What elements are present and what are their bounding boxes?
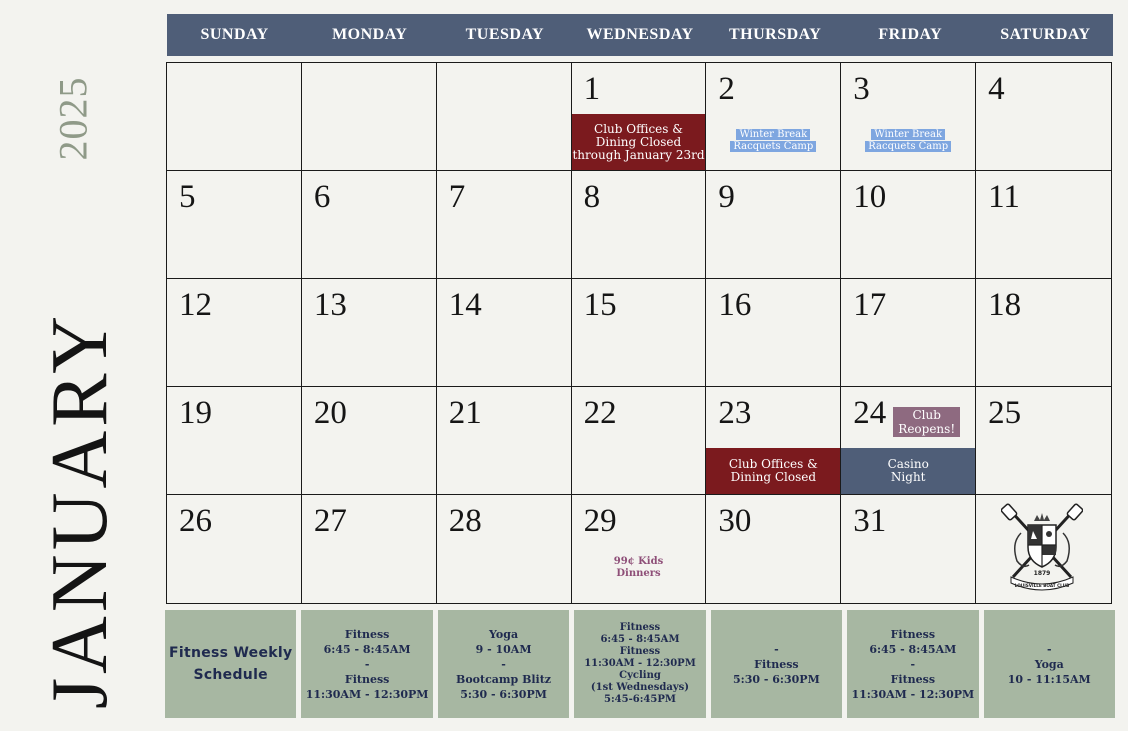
- day-cell-31[interactable]: [841, 495, 976, 603]
- fitness-wednesday: Fitness 6:45 - 8:45AM Fitness 11:30AM - 12:30PM Cycling (1st Wednesdays) 5:45-6:45PM: [574, 610, 705, 718]
- fitness-schedule: [165, 610, 1115, 718]
- event-club-closed[interactable]: Club Offices & Dining Closed: [706, 448, 840, 494]
- weekday-sunday: SUNDAY: [200, 26, 269, 43]
- weekday-monday: MONDAY: [332, 26, 408, 43]
- day-number: 16: [718, 287, 752, 323]
- fitness-monday: Fitness 6:45 - 8:45AM - Fitness 11:30AM - 12:30PM: [301, 610, 432, 718]
- event-racquets-camp[interactable]: Winter Break Racquets Camp: [706, 129, 840, 153]
- fitness-saturday: - Yoga 10 - 11:15AM: [984, 610, 1115, 718]
- day-number: 3: [853, 71, 870, 107]
- weekday-wednesday: WEDNESDAY: [586, 26, 694, 43]
- day-cell-28[interactable]: [437, 495, 572, 603]
- day-cell-1[interactable]: [572, 63, 707, 171]
- day-number: 25: [988, 395, 1022, 431]
- weekday-header: [167, 14, 1113, 56]
- day-number: 14: [448, 287, 482, 323]
- day-number: 26: [179, 503, 212, 539]
- day-number: 5: [179, 179, 196, 215]
- day-cell-21[interactable]: [437, 387, 572, 495]
- day-cell-7[interactable]: [437, 171, 572, 279]
- day-cell-10[interactable]: [841, 171, 976, 279]
- day-cell-5[interactable]: [167, 171, 302, 279]
- day-number: 24: [853, 395, 887, 431]
- weekday-friday: FRIDAY: [878, 26, 943, 43]
- day-cell-20[interactable]: [302, 387, 437, 495]
- day-cell-17[interactable]: [841, 279, 976, 387]
- day-number: 28: [448, 503, 482, 539]
- day-cell-29[interactable]: [572, 495, 707, 603]
- month-title: JANUARY: [35, 311, 124, 709]
- weekday-thursday: THURSDAY: [728, 26, 822, 43]
- event-casino-night[interactable]: Casino Night: [841, 448, 975, 494]
- day-cell-15[interactable]: [572, 279, 707, 387]
- day-number: 30: [718, 503, 752, 539]
- day-number: 9: [718, 179, 735, 215]
- fitness-schedule-title: Fitness Weekly Schedule: [165, 610, 296, 718]
- day-cell-12[interactable]: [167, 279, 302, 387]
- day-cell-23[interactable]: [706, 387, 841, 495]
- day-cell-19[interactable]: [167, 387, 302, 495]
- day-number: 17: [853, 287, 887, 323]
- svg-text:LOUISVILLE BOAT CLUB: LOUISVILLE BOAT CLUB: [1014, 583, 1070, 588]
- event-club-closed[interactable]: Club Offices & Dining Closed through January 23rd: [572, 114, 706, 170]
- empty-day-cell: [167, 63, 302, 171]
- day-number: 18: [988, 287, 1022, 323]
- day-number: 11: [988, 179, 1020, 215]
- day-cell-6[interactable]: [302, 171, 437, 279]
- day-cell-3[interactable]: [841, 63, 976, 171]
- calendar-grid: [166, 62, 1112, 604]
- day-cell-11[interactable]: [976, 171, 1111, 279]
- weekday-tuesday: TUESDAY: [465, 26, 545, 43]
- logo-cell: [976, 495, 1111, 603]
- day-number: 7: [448, 179, 466, 215]
- day-cell-27[interactable]: [302, 495, 437, 603]
- day-cell-13[interactable]: [302, 279, 437, 387]
- event-club-reopens[interactable]: Club Reopens!: [893, 407, 960, 437]
- day-number: 2: [718, 71, 735, 107]
- day-cell-26[interactable]: [167, 495, 302, 603]
- empty-day-cell: [302, 63, 437, 171]
- day-number: 15: [583, 287, 617, 323]
- day-number: 22: [583, 395, 617, 431]
- day-number: 10: [853, 179, 887, 215]
- day-number: 12: [179, 287, 212, 323]
- day-cell-14[interactable]: [437, 279, 572, 387]
- day-number: 21: [448, 395, 482, 431]
- fitness-thursday: - Fitness 5:30 - 6:30PM: [711, 610, 842, 718]
- day-cell-25[interactable]: [976, 387, 1111, 495]
- day-cell-4[interactable]: [976, 63, 1111, 171]
- day-cell-30[interactable]: [706, 495, 841, 603]
- day-number: 19: [179, 395, 212, 431]
- fitness-friday: Fitness 6:45 - 8:45AM - Fitness 11:30AM - 12:30PM: [847, 610, 978, 718]
- day-number: 13: [313, 287, 347, 323]
- day-number: 31: [853, 503, 887, 539]
- year-label: 2025: [50, 76, 96, 160]
- day-number: 20: [313, 395, 347, 431]
- event-racquets-camp[interactable]: Winter Break Racquets Camp: [841, 129, 975, 153]
- event-kids-dinners[interactable]: 99¢ Kids Dinners: [613, 556, 664, 579]
- day-number: 8: [583, 179, 601, 215]
- club-crest-logo: [1001, 503, 1083, 593]
- day-number: 1: [583, 71, 601, 107]
- fitness-tuesday: Yoga 9 - 10AM - Bootcamp Blitz 5:30 - 6:30PM: [438, 610, 569, 718]
- empty-day-cell: [437, 63, 572, 171]
- weekday-saturday: SATURDAY: [1000, 26, 1091, 43]
- day-number: 4: [988, 71, 1005, 107]
- svg-text:1879: 1879: [1033, 570, 1051, 577]
- day-cell-9[interactable]: [706, 171, 841, 279]
- day-number: 23: [718, 395, 752, 431]
- day-cell-8[interactable]: [572, 171, 707, 279]
- day-cell-16[interactable]: [706, 279, 841, 387]
- day-number: 6: [313, 179, 331, 215]
- day-cell-2[interactable]: [706, 63, 841, 171]
- day-cell-18[interactable]: [976, 279, 1111, 387]
- day-number: 29: [583, 503, 617, 539]
- day-cell-24[interactable]: [841, 387, 976, 495]
- day-number: 27: [313, 503, 347, 539]
- day-cell-22[interactable]: [572, 387, 707, 495]
